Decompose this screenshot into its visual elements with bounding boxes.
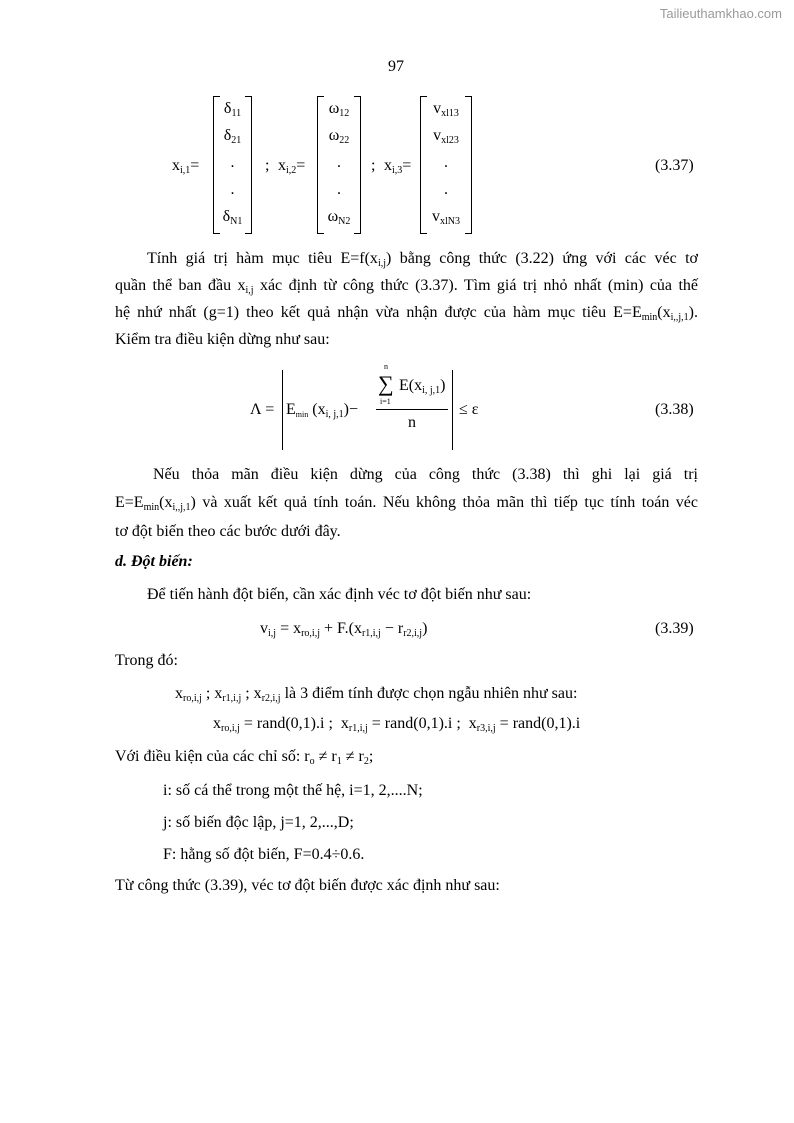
- text: − r: [380, 620, 404, 637]
- eq: =: [402, 157, 412, 174]
- emin-term: [286, 401, 358, 419]
- matrix-cell: [421, 100, 471, 118]
- sub: r2,i,j: [403, 628, 423, 639]
- text: E: [286, 401, 296, 418]
- sub: r1,i,j: [222, 693, 242, 704]
- watermark: Tailieuthamkhao.com: [659, 6, 782, 21]
- var: x: [172, 157, 180, 174]
- bracket-corner: [465, 233, 471, 234]
- sub: i,,j,1: [172, 502, 191, 513]
- sub: 22: [339, 135, 350, 146]
- sum-upper: n: [384, 362, 388, 371]
- symbol: .: [337, 154, 341, 171]
- matrix-cell: [421, 181, 471, 199]
- matrix-cell: [318, 127, 360, 145]
- leq-epsilon: ≤ ε: [459, 401, 479, 418]
- separator: ;: [371, 157, 376, 174]
- matrix-cell: [421, 154, 471, 172]
- symbol: δ: [223, 127, 232, 144]
- text: = x: [276, 620, 302, 637]
- sub: 21: [231, 135, 242, 146]
- bracket-corner: [245, 233, 251, 234]
- sub: r2,i,j: [261, 693, 281, 704]
- sub: i, j,1: [325, 409, 344, 420]
- text: hệ nhứ nhất (g=1) theo kết quả nhận vừa nhận được của hàm mục tiêu E=E: [115, 304, 642, 321]
- text: ≠ r: [314, 748, 337, 765]
- section-heading: d. Đột biến:: [115, 553, 193, 570]
- sub: ro,i,j: [221, 723, 240, 734]
- equation-number: (3.38): [655, 401, 694, 418]
- fraction-bar: [376, 409, 448, 410]
- text: v: [260, 620, 268, 637]
- matrix-cell: [214, 154, 251, 172]
- matrix-cell: [421, 127, 471, 145]
- text: x: [175, 685, 183, 702]
- bracket-corner: [421, 233, 427, 234]
- text: ;: [368, 748, 374, 765]
- matrix-cell: [214, 127, 251, 145]
- text: = rand(0,1).i ;: [367, 715, 461, 732]
- text: + F.(x: [319, 620, 362, 637]
- symbol: .: [444, 181, 448, 198]
- sub: N2: [338, 216, 351, 227]
- text-line: [175, 685, 577, 703]
- var: x: [384, 157, 392, 174]
- sub: xl23: [441, 135, 459, 146]
- sub: i, j,1: [422, 385, 441, 396]
- text: ; x: [201, 685, 223, 702]
- symbol: ω: [327, 208, 339, 225]
- bracket-corner: [318, 96, 324, 97]
- text-line: [115, 250, 698, 268]
- matrix-3: [420, 96, 472, 234]
- sum-symbol: ∑: [378, 371, 394, 396]
- sub: i,j: [245, 285, 254, 296]
- equation-number: (3.39): [655, 620, 694, 637]
- matrix-cell: [421, 208, 471, 226]
- bracket-corner: [354, 96, 360, 97]
- eq: =: [296, 157, 306, 174]
- text: (x: [657, 304, 671, 321]
- symbol: δ: [222, 208, 231, 225]
- sub: min: [143, 502, 160, 513]
- matrix-cell: [214, 181, 251, 199]
- sub: N1: [230, 216, 243, 227]
- lhs-3: [384, 157, 411, 175]
- symbol: .: [230, 154, 235, 171]
- bracket-corner: [214, 96, 220, 97]
- bracket-corner: [245, 96, 251, 97]
- matrix-cell: [318, 181, 360, 199]
- equation-body: [260, 620, 427, 638]
- text-line: tơ đột biến theo các bước dưới đây.: [115, 523, 341, 540]
- text: )−: [343, 401, 358, 418]
- text-line: Kiểm tra điều kiện dừng như sau:: [115, 331, 330, 348]
- matrix-2: [317, 96, 361, 234]
- sub: min: [295, 410, 309, 419]
- sub: i,2: [286, 165, 297, 176]
- text: là 3 điểm tính được chọn ngẫu nhiên như sau:: [280, 685, 578, 702]
- text: ) và xuất kết quả tính toán. Nếu không thỏa mãn thì tiếp tục tính toán véc: [190, 494, 698, 511]
- sub: 12: [339, 108, 350, 119]
- text: xác định từ công thức (3.37). Tìm giá trị nhỏ nhất (min) của thế: [253, 277, 698, 294]
- definition-f: F: hằng số đột biến, F=0.4÷0.6.: [163, 846, 365, 863]
- sub: i,j: [377, 258, 386, 269]
- sum-lower: i=1: [380, 397, 391, 406]
- sub: o: [309, 756, 315, 767]
- text-line: [115, 466, 698, 484]
- bracket-corner: [318, 233, 324, 234]
- sub: 11: [231, 108, 242, 119]
- bracket-corner: [354, 233, 360, 234]
- text: x: [468, 715, 477, 732]
- text: x: [340, 715, 349, 732]
- symbol: δ: [223, 100, 232, 117]
- text: ; x: [241, 685, 262, 702]
- var: x: [278, 157, 286, 174]
- text: E(x: [399, 377, 423, 394]
- abs-bar-left: [282, 370, 283, 450]
- sub: 2: [363, 756, 369, 767]
- text: quần thể ban đầu x: [115, 277, 246, 294]
- text: = rand(0,1).i ;: [239, 715, 333, 732]
- sub: 1: [336, 756, 342, 767]
- text: = rand(0,1).i: [495, 715, 581, 732]
- sub: xlN3: [440, 216, 460, 227]
- definition-j: j: số biến độc lập, j=1, 2,...,D;: [163, 814, 354, 831]
- matrix-cell: [318, 100, 360, 118]
- matrix-cell: [318, 208, 360, 226]
- text: Với điều kiện của các chỉ số: r: [115, 748, 310, 765]
- sub: i,j: [268, 628, 277, 639]
- matrix-cell: [214, 208, 251, 226]
- abs-bar-right: [452, 370, 453, 450]
- sum-term: [399, 377, 446, 395]
- separator: ;: [265, 157, 270, 174]
- text: ): [422, 620, 428, 637]
- symbol: .: [230, 181, 235, 198]
- page-number: 97: [388, 58, 404, 75]
- sub: i,3: [392, 165, 403, 176]
- text-line: Trong đó:: [115, 652, 178, 669]
- definition-i: i: số cá thể trong một thế hệ, i=1, 2,....N;: [163, 782, 423, 799]
- lhs-1: [172, 157, 199, 175]
- text: ).: [688, 304, 698, 321]
- sub: r3,i,j: [476, 723, 496, 734]
- equation-number: (3.37): [655, 157, 694, 174]
- matrix-cell: [318, 154, 360, 172]
- sub: i,,j,1: [670, 312, 689, 323]
- sub: r1,i,j: [361, 628, 381, 639]
- matrix-1: [213, 96, 252, 234]
- symbol: .: [337, 181, 341, 198]
- text-line: Từ công thức (3.39), véc tơ đột biến được xác định như sau:: [115, 877, 500, 894]
- text-line: [115, 304, 698, 322]
- text: Nếu thỏa mãn điều kiện dừng của công thức (3.38) thì ghi lại giá trị: [153, 466, 698, 483]
- sub: ro,i,j: [183, 693, 202, 704]
- text: E=E: [115, 494, 144, 511]
- sub: i,1: [180, 165, 191, 176]
- text-line: Để tiến hành đột biến, cần xác định véc tơ đột biến như sau:: [147, 586, 532, 603]
- text-line: [115, 748, 373, 766]
- lhs-2: [278, 157, 305, 175]
- symbol: v: [432, 208, 440, 225]
- symbol: .: [444, 154, 448, 171]
- text: ): [440, 377, 446, 394]
- symbol: ω: [328, 100, 340, 117]
- text: x: [213, 715, 221, 732]
- bracket-corner: [465, 96, 471, 97]
- text: (x: [312, 401, 326, 418]
- rand-equations: [213, 715, 580, 733]
- sub: r1,i,j: [348, 723, 368, 734]
- text-line: [115, 277, 698, 295]
- bracket-corner: [421, 96, 427, 97]
- sub: xl13: [441, 108, 459, 119]
- symbol: ω: [328, 127, 340, 144]
- sub: ro,i,j: [301, 628, 320, 639]
- text: ≠ r: [341, 748, 364, 765]
- matrix-cell: [214, 100, 251, 118]
- text-line: [115, 494, 698, 512]
- symbol: v: [433, 100, 442, 117]
- denominator: n: [408, 414, 416, 431]
- text: Tính giá trị hàm mục tiêu E=f(x: [147, 250, 378, 267]
- sub: min: [641, 312, 658, 323]
- lambda: Λ =: [250, 401, 275, 418]
- bracket-corner: [214, 233, 220, 234]
- text: (x: [159, 494, 173, 511]
- text: ) bằng công thức (3.22) ứng với các véc tơ: [386, 250, 698, 267]
- eq: =: [190, 157, 200, 174]
- symbol: v: [433, 127, 442, 144]
